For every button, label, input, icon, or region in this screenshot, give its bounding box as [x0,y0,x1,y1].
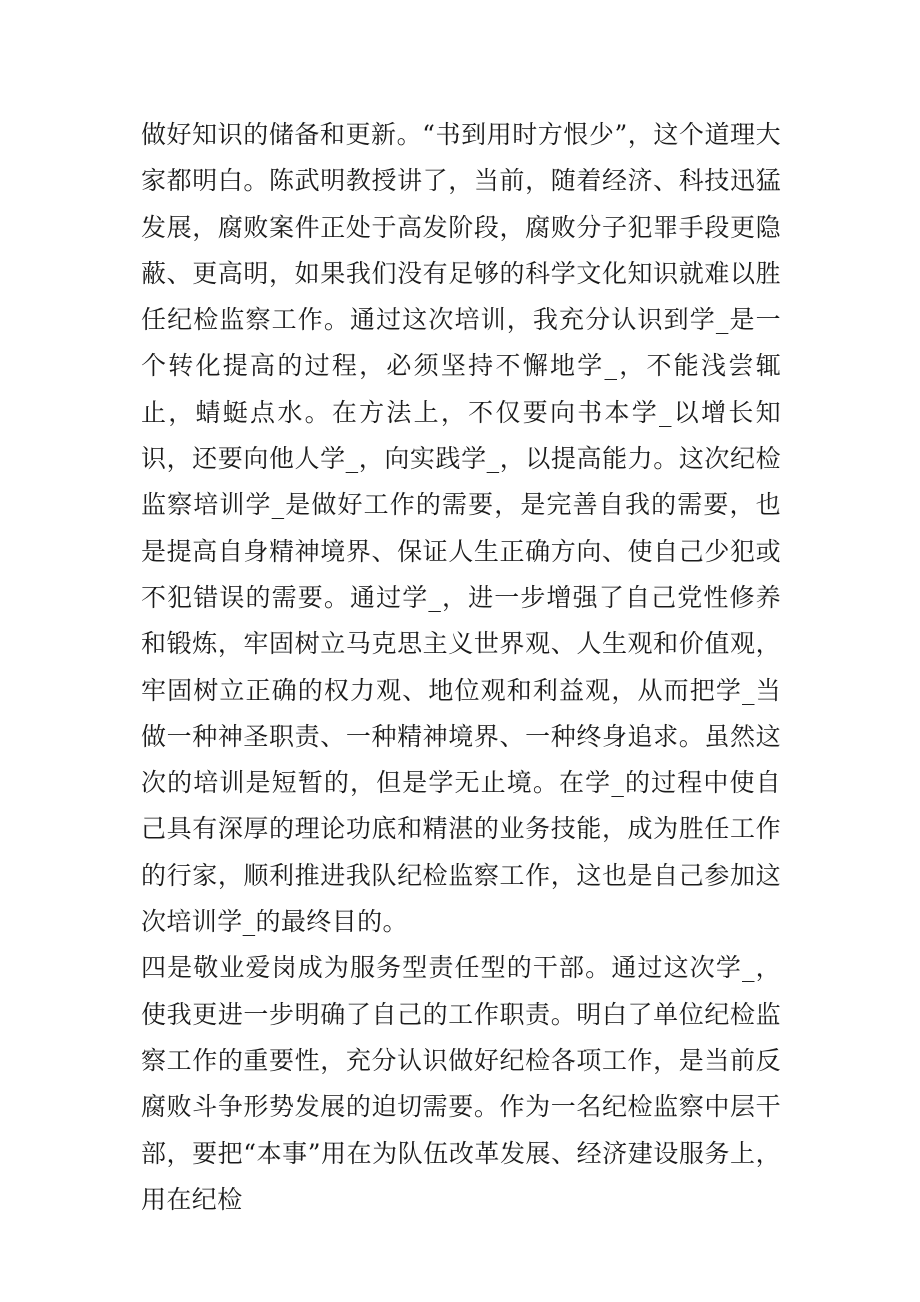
paragraph-2: 四是敬业爱岗成为服务型责任型的干部。通过这次学_，使我更进一步明确了自己的工作职责。明白了单位纪检监察工作的重要性，充分认识做好纪检各项工作，是当前反腐败斗争形势发展的迫切需要。作为一名纪检监察中层干部，要把“本事”用在为队伍改革发展、经济建设服务上，用在纪检 [141,953,781,1214]
document-body [141,112,781,1223]
paragraph-1: 做好知识的储备和更新。“书到用时方恨少”，这个道理大家都明白。陈武明教授讲了，当前，随着经济、科技迅猛发展，腐败案件正处于高发阶段，腐败分子犯罪手段更隐蔽、更高明，如果我们没有足够的科学文化知识就难以胜任纪检监察工作。通过这次培训，我充分认识到学_是一个转化提高的过程，必须坚持不懈地学_，不能浅尝辄止，蜻蜓点水。在方法上，不仅要向书本学_以增长知识，还要向他人学_，向实践学_，以提高能力。这次纪检监察培训学_是做好工作的需要，是完善自我的需要，也是提高自身精神境界、保证人生正确方向、使自己少犯或不犯错误的需要。通过学_，进一步增强了自己党性修养和锻炼，牢固树立马克思主义世界观、人生观和价值观，牢固树立正确的权力观、地位观和利益观，从而把学_当做一种神圣职责、一种精神境界、一种终身追求。虽然这次的培训是短暂的，但是学无止境。在学_的过程中使自己具有深厚的理论功底和精湛的业务技能，成为胜任工作的行家，顺利推进我队纪检监察工作，这也是自己参加这次培训学_的最终目的。 [141,120,781,937]
